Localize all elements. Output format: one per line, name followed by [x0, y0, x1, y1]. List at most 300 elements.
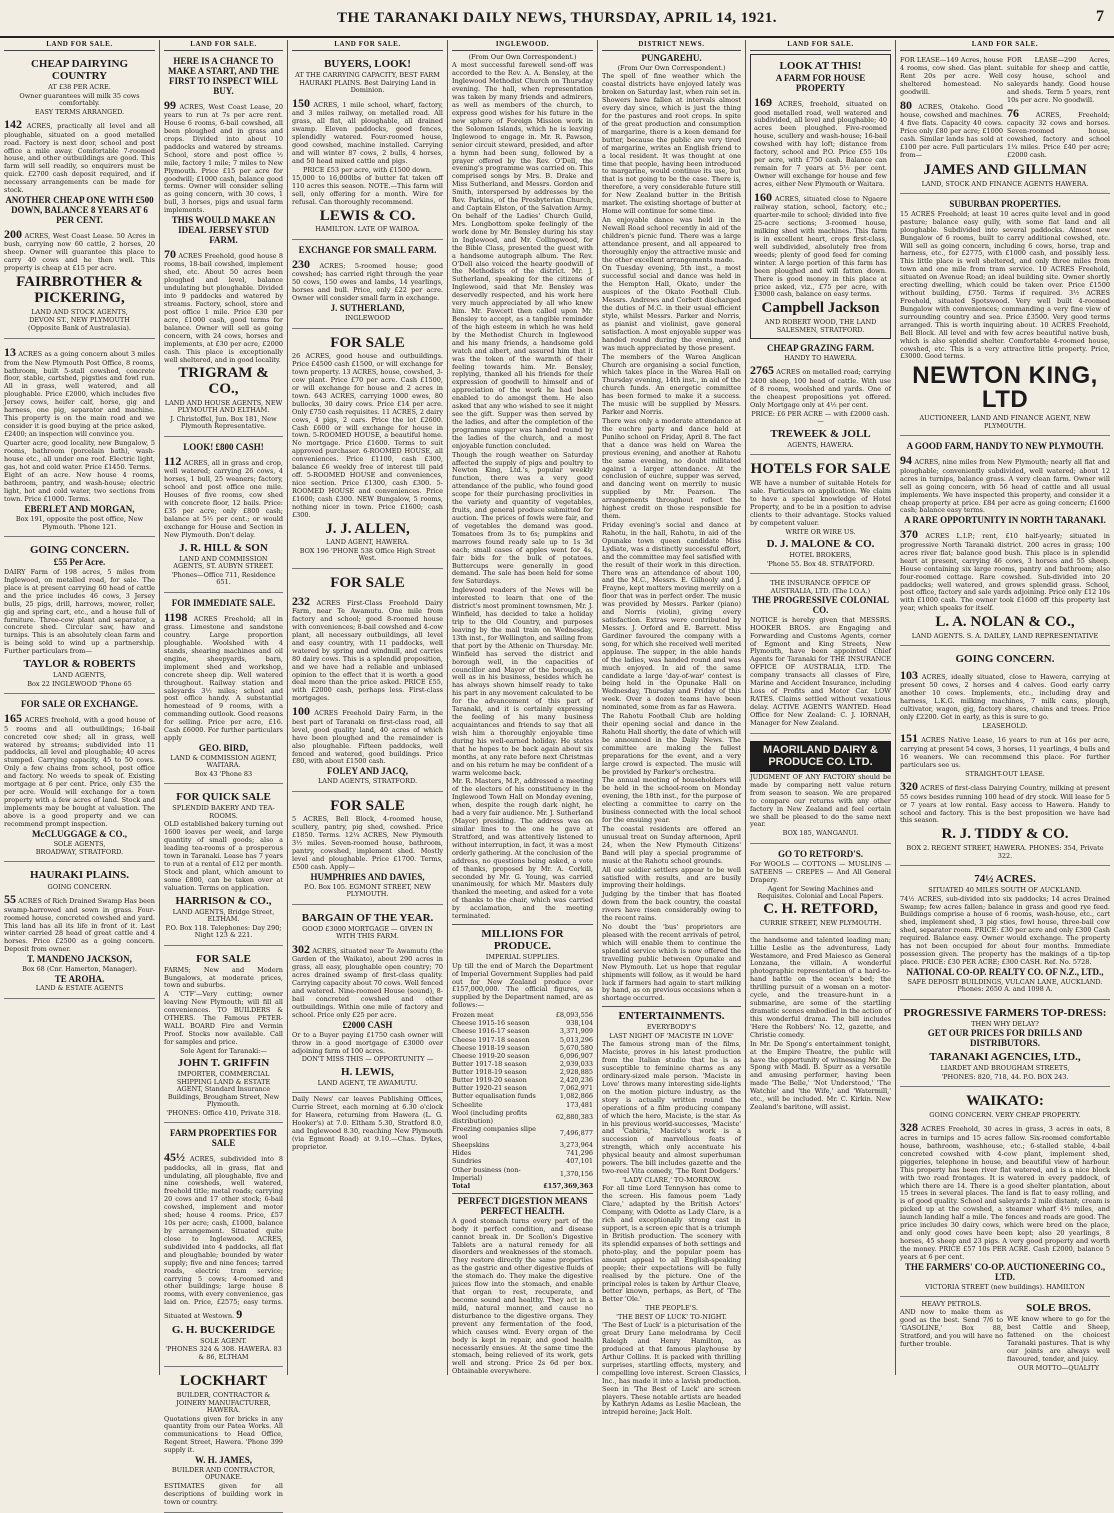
agent-name: TREWEEK & JOLL	[770, 427, 871, 440]
ad-note: Agent for Sewing Machines and Requisites. Colonial and Local Papers.	[757, 884, 884, 900]
ad-title: A GOOD FARM, HANDY TO NEW PLYMOUTH.	[906, 441, 1104, 452]
ad-body: 94 ACRES, nine miles from New Plymouth; nearly all flat and ploughable; conveniently subdivided, well watered; about 12 acres in turnips, balance grass. A very clean farm. Owner will sell as going concern, with 56 head of cattle and all usual implements. We have inspected this property, and consider it a cheap property at price. £84 per acre as going concern; £1600 cash; balance easy terms.	[900, 453, 1110, 515]
ad-title: FOR SALE	[330, 797, 405, 814]
produce-value: 2,928,885	[559, 1068, 593, 1077]
agent-addr: 'PHONES: 820, 718, 44. P.O. BOX 243.	[941, 1072, 1069, 1081]
agent-sub: LAND AGENT, TE AWAMUTU.	[317, 1079, 418, 1088]
ad-body: 169 ACRES, freehold, situated on good metalled road, well watered and subdivided, all level and ploughable; 40 acres been ploughed. Five-roomed house, scullery and wash-house; 16-bail cowshed with hay loft; distance from factory, school and P.O. Price £55 10s per acre, with £750 cash. Balance can remain for 7 years at 5½ per cent. Owner will exchange for house and few acres, either New Plymouth or Waitara.	[754, 94, 887, 188]
ad-look-at-this	[750, 54, 891, 339]
agent-addr: BROADWAY, STRATFORD.	[35, 848, 124, 857]
table-row	[452, 1044, 593, 1052]
table-row	[452, 1101, 593, 1109]
ad-body: 55 ACRES of Rich Drained Swamp Has been swamp-harrowed and sown in grass. Four-roomed house, concreted cowshed and yard. This land has all its life in front of it. Last winter carried 28 head of great cattle and 4 horses. Price £2500 as a going concern. Deposit from owner.	[4, 892, 155, 954]
agent-place: TE AROHA.	[54, 973, 105, 984]
ad-title: BUYERS, LOOK!	[324, 58, 411, 70]
ad-hauraki-plains	[4, 865, 155, 998]
ad-for-sale-allen	[292, 332, 443, 569]
agent-sub: AGENTS, HAWERA.	[787, 440, 854, 449]
agent-name: FOLEY AND JACQ,	[327, 766, 408, 777]
agent-sub: LAND AGENTS, Bridge Street, ELTHAM.	[172, 907, 275, 924]
ad-body: 13 ACRES as a going concern about 3 miles from the New Plymouth Post Office, 8 rooms, bathroom, built 5-stall cowshed, concrete floor, stable, cartshed, pigsties and fowl run. All in grass, well watered, and all ploughable. Price £2000, which includes five Jersey cows, heifer calf, horse, gig and harness, one pig, separator and machine. This property is on the main road and we consider it is good buying at the price asked, £2400; an inspection will convince you.	[4, 344, 155, 438]
column-header: LAND FOR SALE.	[164, 40, 283, 51]
news-paragraph: An enjoyable dance was held in the Newall Road school recently in aid of the children's picnic fund. There was a large attendance present, and all appeared to thoroughly enjoy the attractive music and the other excellent arrangements made.	[602, 215, 741, 264]
ad-text: GET OUR PRICES FOR DRILLS AND DISTRIBUTORS.	[927, 1028, 1083, 1049]
column-header: LAND FOR SALE.	[292, 40, 443, 51]
ad-price: AT £38 PER ACRE.	[48, 83, 111, 92]
ad-price: PRICE: £6 PER ACRE — with £2000 cash. —	[751, 409, 890, 426]
agent-sub: SOLE AGENTS,	[53, 839, 106, 848]
agent-name: FAIRBROTHER & PICKERING,	[16, 274, 143, 306]
agent-name: Campbell Jackson	[761, 300, 880, 317]
total-value: £157,369,363	[543, 1181, 593, 1190]
produce-value: 2,420,236	[559, 1076, 593, 1085]
ad-james-gillman	[900, 54, 1110, 194]
table-row	[452, 1011, 593, 1019]
ad-look-800-cash	[164, 440, 283, 593]
ad-body: 15,000 to 16,000lbs of butter fat taken off 110 acres this season. NOTE.—This farm will sell, only offering for a month. Wire for refusal. Can thoroughly recommend.	[292, 174, 443, 206]
column-header: LAND FOR SALE.	[900, 40, 1110, 51]
ad-exchange-small-farm	[292, 243, 443, 329]
produce-item: Cheese 1918-19 season	[452, 1043, 530, 1052]
ad-cash: £2000 CASH	[342, 1019, 393, 1030]
produce-item: Butter 1918-19 season	[452, 1068, 527, 1077]
bottom-ads	[900, 1300, 1110, 1373]
two-col-ads	[900, 56, 1110, 161]
agent-name: J. SUTHERLAND,	[330, 303, 405, 314]
article-subtitle: IMPERIAL SUPPLIES.	[485, 953, 560, 962]
agent-name: HUMPHRIES AND DAVIES,	[310, 871, 425, 882]
ad-title: FOR QUICK SALE	[176, 791, 271, 804]
divider	[452, 1193, 593, 1194]
ad-addr: BOX 185, WANGANUI.	[782, 829, 859, 838]
ad-title: GO TO RETFORD'S.	[778, 848, 863, 859]
agent-sub: LAND AGENTS,	[53, 671, 106, 680]
venue-name: THE PEOPLE'S.	[645, 1304, 698, 1313]
agent-addr: 'PHONES 324 & 308. HAWERA. 83 & 86, ELTHAM	[165, 1345, 282, 1361]
ad-waikato	[900, 1090, 1110, 1297]
agent-addr: J. Christoffel, Jun. Box 181, New Plymouth Representative.	[170, 414, 277, 431]
produce-value: 3,371,909	[559, 1027, 593, 1036]
ad-subhead: STRAIGHT-OUT LEASE.	[965, 769, 1045, 778]
ad-maoriland-dairy	[750, 737, 891, 844]
ad-for-sale-humphries	[292, 795, 443, 905]
newspaper-title: THE TARANAKI DAILY NEWS, THURSDAY, APRIL 14, 1921.	[337, 10, 777, 26]
section-title: ENTERTAINMENTS.	[618, 1010, 725, 1023]
ad-subhead: AT THE CARRYING CAPACITY, BEST FARM HAURAKI PLAINS. Best Dairying Land in Dominion.	[295, 71, 440, 95]
ad-for-sale-foley	[292, 572, 443, 792]
agent-sub: LAND & COMMISSION AGENT, WAITARA.	[170, 753, 277, 770]
news-paragraph: Though the rough weather on Saturday affected the supply of pigs and poultry to Newton King, Ltd.'s, popular weekly function, there was a very good attendance of the public, who found good scope for their purchasing proclivities in the variety and quantity of vegetables, fruits, and general produce submitted for auction. The prices of fowls were fair, and of vegetables the demand was good. Tomatoes from 3s to 6s; pumpkins and marrows found ready sale up to 1s 3d each; small cases of apples went for 4s, fair bids for the bulk of potatoes. Buttercups were generally in good demand. The sale has been held for some few Saturdays.	[452, 450, 593, 586]
article-subtitle: LAST NIGHT OF 'MACISTE IN LOVE'	[609, 1031, 734, 1040]
ad-body: For WOOLS — COTTONS — MUSLINS — SATEENS — CREPES — And All General Drapery.	[750, 859, 891, 884]
agent-name: G. H. BUCKERIDGE	[171, 1323, 276, 1336]
ad-body: FOR LEASE—149 Acres, house 4 rooms, cow shed. Gas plant. Rent 20s per acre. Well sheltered homestead. No goodwill.	[900, 56, 1003, 96]
column-1	[0, 40, 160, 1375]
ad-body: Or to a Buyer paying £1750 cash owner will throw in a good mortgage of £3000 over adjoining farm of 100 acres.	[292, 1030, 443, 1055]
ad-body: AND now to make them as good as the best. Send 7/6 to 'GASOLINE,' Box 88, Stratford, and you will have no further trouble.	[900, 1308, 1003, 1349]
agent-sub: LAND AGENTS. S. A. DAILEY, LAND REPRESENTATIVE	[911, 631, 1099, 640]
agent-sub: HAMILTON. LATE OF WAIROA.	[315, 225, 420, 234]
total-label: Total	[452, 1181, 471, 1190]
agent-name: TRIGRAM & CO.,	[178, 365, 269, 398]
produce-item: Hides	[452, 1149, 472, 1158]
ad-subhead: A FARM FOR HOUSE PROPERTY	[775, 73, 866, 93]
agent-name: SOLE BROS.	[1026, 1301, 1091, 1314]
produce-value: 1,370,156	[559, 1169, 593, 1178]
table-row	[452, 1060, 593, 1068]
agent-name: JOHN T. GRIFFIN	[177, 1057, 270, 1070]
agent-addr: Box 43 'Phone 83	[194, 769, 253, 778]
ad-body: 99 ACRES, West Coast Lease, 20 years to run at 7s per acre rent. House 6 rooms, 6-bail cowshed, all been ploughed and in grass and crops. Divided into about 10 paddocks and watered by streams. School, store and post office ½ mile, factory 1 mile; 7 miles to New Plymouth. Price £15 per acre for goodwill; £1000 cash, balance good terms. Owner will consider selling as going concern, with 30 cows, 1 bull, 3 horses, pigs and usual farm implements.	[164, 97, 283, 215]
ad-title: PERFECT DIGESTION MEANS PERFECT HEALTH.	[457, 1195, 588, 1216]
ad-body: A good stomach turns every part of the body it perfect condition, and disease cannot break in. Dr Scollon's Digestive Tablets are a natural remedy for all disorders and weaknesses of the stomach. They restore directly the same properties as the gastric and other digestive fluids of the stomach do. They make the digestive juices flow into the stomach, and enable that organ to rest, recuperate, and become sound and healthy. They act in a mild, natural manner, and cause no disturbance to the digestive organs. They prevent any fermentation of the food, which causes wind. Every organ of the body is kept in repair, and good health necessarily ensues. At the same time the stomach, being relieved of its work, gets well and strong. Price 2s 6d per box. Obtainable everywhere.	[452, 1216, 593, 1376]
article-subtitle: 'THE BEST OF LUCK' TO-NIGHT.	[616, 1312, 727, 1321]
ad-going-concern-55	[4, 540, 155, 694]
agent-sub: LAND AND COMMISSION AGENTS, ST. AUBYN STREET.	[173, 554, 274, 571]
ad-body: DAIRY Farm of 198 acres, 5 miles from Inglewood, on metalled road, for sale. The place is at present carrying 60 head of cattle and the price includes 46 cows, 3 Jersey bulls, 25 pigs, drill, harrows, mower, roller, gig and spring cart, etc., and a house full of furniture. Three-cow plant and separator, a concrete shed. Circular saw, haw and turnips. This is an absolutely clean farm and is being sold to wind up a partnership. Further particulars from—	[4, 567, 155, 656]
table-row	[452, 1084, 593, 1092]
agent-name: EBERLET AND MORGAN,	[24, 504, 135, 515]
produce-item: Butter 1919-20 season	[452, 1076, 527, 1085]
news-paragraph: The famous strong man of the films, Maciste, proves in his latest production from the Italian studio that he is as susceptible to feminine charms as any ordinary-sized male person. 'Maciste in Love' throws many interesting side-lights on the motion picture industry, as the story is actually written round the operations of a film producing company of which the hero, Maciste, is the star. As in his previous world-successes, 'Maciste' and 'Cabiria,' Maciste's work is a succession of marvellous feats of strength, which only accentuate his physical beauty and almost superhuman powers. The bill includes gazette and the two-reel Vita comedy, 'The Rent Dodgers.'	[602, 1040, 741, 1176]
news-paragraph: No doubt the 'bus' proprietors are pleased with the recent arrivals of petrol, which will enable them to continue the splendid service which is now offered the travelling public between Opunake and New Plymouth. Let us hope that regular shipments will follow, as it would be hard luck if farmers had again to start milking by hand, as on previous occasions when a shortage occurred.	[602, 923, 741, 1003]
ad-subhead: LOOK! £800 CASH!	[183, 441, 264, 452]
produce-value: 407,101	[566, 1157, 593, 1166]
ad-body: 230 ACRES; 5-roomed house; good cowshed; has carried right through the year 50 cows, 150 ewes and lambs, 14 yearlings, horses and bull. Price, only £22 per acre. Owner will consider small farm in exchange.	[292, 256, 443, 303]
agent-sub: P.O. Box 105. EGMONT STREET, NEW PLYMOUTH.	[304, 882, 431, 899]
agent-sub: IMPORTER, COMMERCIAL SHIPPING LAND & ESTATE AGENT, Standard Insurance Buildings, Brougham Street, New Plymouth.	[167, 1070, 280, 1109]
news-paragraph: There was only a moderate attendance at the euchre party and dance held at Puniho school on Friday, April 8. The fact that a dance was held on Warea the previous evening, and another at Rahotu the same evening, no doubt militated against a larger attendance. At the conclusion of euchre, supper was served, and dancing went on merrily to music supplied by Mr. Pearson. The arrangements throughout reflect the highest credit on those responsible for them.	[602, 417, 741, 521]
produce-item: Wool (including profits distribution)	[452, 1108, 528, 1125]
news-paragraph: The spell of fine weather which the coastal districts have enjoyed lately was broken on Saturday last, when rain set in. Showers have fallen at intervals almost every day since, which is just the thing for the pastures and root crops. In spite of the great production and consumption of margarine, there is a keen demand for butter, because the public are very tired of margarine, writes an English friend to a local resident. It was thought at one time that people, having been introduced to margarine, would continue its use, but that is not going to be the case. There is, therefore, a very considerable future still for New Zealand butter in the British market. The existing shortage of butter at Home will continue for some time.	[602, 72, 741, 216]
article-subtitle: 'LADY CLARE,' TO-MORROW.	[622, 1176, 721, 1184]
ad-newton-king	[900, 197, 1110, 436]
ad-title: 74½ ACRES.	[974, 873, 1036, 886]
ad-motto: OUR MOTTO—QUALITY	[1017, 1363, 1100, 1372]
ad-body: 26 ACRES, good house and outbuildings. Price £4500 cash £1500, or will exchange for town property. 13 ACRES, house, cowshed, 3-cow plant. Price £70 per acre. Cash £1500, or will exchange for house and 2 acres in town. 643 ACRES, carrying 1000 ewes, 80 bullocks, 30 dairy cows. Price £14 per acre. Only £750 cash requisites. 11 ACRES, 2 dairy cows, 4 pigs, 2 cars. Price the lot £2600. Cash £600 or will exchange for house in town. 5-ROOMED HOUSE, a beautiful home. No mortgage. Price £1600. Terms to suit approved purchaser. 6-ROOMED HOUSE, all conveniences. Price £1100, cash £300, balance £6 weekly free of interest till paid off. 5-ROOMED HOUSE and conveniences, nice section. Price £1300, cash £300. 5-ROOMED HOUSE and conveniences. Price £1600; cash £300. NEW Bungalow, 5 rooms, nothing nicer in town. Price £1600; cash £300.	[292, 352, 443, 519]
news-paragraph: the handsome and talented leading man; Lillie Leslie as the adventuress, Lady Westamore, and Fred Maiesco as General Lonzana, the villain. A wonderful photographic representation of a hard-to-hand battle on the ocean's bed; the thrilling pursuit of a woman on a motor-cycle, and the treasure-hunt in a submarine, are some of the startling dramatic scenes embodied in the action of this wonderful drama. The bill includes 'Here the Robbers' No. 12, gazette, and Christie comedy.	[750, 935, 891, 1039]
ad-body: A 'CTF'—Very cutting; owner leaving New Plymouth; will fill all conveniences. TO BUILDERS & OTHERS. The Famous PETER-WALL BOARD Fire and Vermin Proof. Stocks now available. Call for samples and price.	[164, 990, 283, 1046]
agent-name: McCLUGGAGE & CO.,	[32, 828, 127, 839]
table-row	[452, 1141, 593, 1149]
ad-body: 151 ACRES Native Lease, 16 years to run at 16s per acre, carrying at present 54 cows, 3 horses, 11 yearlings, 4 bulls and 16 weaners. We can recommend this place. For further particulars see us.	[900, 731, 1110, 769]
ad-body: NOTICE is hereby given that MESSRS. HOOKER BROS. are Engaging and Forwarding and Customs Agents, corner of Egmont and King Streets, New Plymouth, have been appointed Chief Agents for Taranaki for THE INSURANCE OFFICE OF AUSTRALIA, LTD. The company transacts all classes of Fire, Marine and Accident Insurance, including Loss of Profits and Motor Car. LOW RATES. Claims settled without vexatious delay. ACTIVE AGENTS WANTED. Head Office for New Zealand: C. J. IORNAH, Manager for New Zealand.	[750, 615, 891, 727]
ad-body: 142 ACRES, practically all level and all ploughable, situated on a good metalled road. Factory is next door, school and post office a mile away. Comfortable 7-roomed house, and other outbuildings are good. This farm will sell readily, so enquirers must be quick. £2700 cash deposit required, and if necessary arrangements can be made for stock.	[4, 117, 155, 195]
column-header: INGLEWOOD.	[452, 40, 593, 51]
ad-note: WRITE OR WIRE US.	[785, 527, 856, 536]
ad-text: Owner guarantees will milk 35 cows comfortably.	[19, 91, 140, 108]
produce-value: 938,104	[566, 1019, 593, 1028]
ad-good-farm	[900, 439, 1110, 646]
agent-name: TAYLOR & ROBERTS	[23, 658, 136, 671]
ad-body: FARMS; New and Modern Bungalows, at moderate prices, town and suburbs.	[164, 965, 283, 990]
ad-title: LOCKHART	[180, 1373, 267, 1390]
ad-progressive-farmers	[900, 1003, 1110, 1087]
table-row	[452, 1036, 593, 1044]
ad-note: DON'T MISS THIS — OPPORTUNITY —	[301, 1055, 434, 1064]
column-6	[746, 40, 896, 1375]
agent-sub: LAND AGENT, HAWERA.	[326, 538, 409, 547]
correspondent-note: (From Our Own Correspondent.)	[617, 63, 726, 72]
ad-title: WAIKATO:	[966, 1093, 1044, 1110]
agent-name: JAMES AND GILLMAN	[923, 161, 1087, 178]
notice-daily-news-car: Daily News' car leaves Publishing Offices, Currie Street, each morning at 6.30 o'clock for Hawera, returning from Hawera (L. G. Hooker's) at 7.0. Eltham 5.30, Stratford 8.0, and Inglewood 8.30, reaching New Plymouth (via Egmont Road) at 9.10.—Chas. Dykes, proprietor.	[292, 1095, 443, 1152]
ad-body: 100 ACRES Freehold Dairy Farm, in the best part of Taranaki on first-class road, all level, good quality land, 40 acres of which have been ploughed and the remainder is also ploughable. Fifteen paddocks, well fenced and watered, good buildings. Price £80, with about £1500 cash.	[292, 704, 443, 766]
agent-name: NEWTON KING, LTD	[912, 362, 1098, 414]
produce-value: 741,296	[566, 1149, 593, 1158]
agent-sub: LAND AND HOUSE AGENTS, NEW PLYMOUTH AND ELTHAM.	[164, 398, 283, 415]
ad-body: 45½ ACRES, subdivided into 8 paddocks, all in grass, flat and undulating, all ploughable, five and nine cowsheds, well watered, freehold title; metal roads; carrying 20 cows and 17 other stock; 6-bail cowshed, implement and motor shed; house 4 rooms. Price, £57 10s per acre; cash, £1000, balance by arrangement. Situated quite close to Inglewood. ACRES, subdivided into 4 paddocks, all flat and ploughable; bounded by water supply; five and nine fences; tarred roads, electric tram service; carrying 5 cows; 4-roomed and other buildings; large house 8 rooms, with every convenience, gas laid on. Price, £2575; easy terms. Situated at Westown. 9	[164, 1150, 283, 1322]
divider	[452, 924, 593, 925]
ad-title: HOTELS FOR SALE	[750, 461, 891, 478]
produce-item: Butter equalisation funds	[452, 1092, 536, 1101]
agent-sub: LAND AND STOCK AGENTS,	[31, 307, 128, 316]
table-row	[452, 1109, 593, 1125]
agent-addr: BOX 196 'PHONE 538 Office High Street West.	[299, 546, 436, 563]
table-row	[452, 1076, 593, 1084]
ad-subhead: THIS WOULD MAKE AN IDEAL JERSEY STUD FARM.	[171, 215, 276, 245]
column-header: LAND FOR SALE.	[4, 40, 155, 51]
ad-body: 302 ACRES, situated near Te Awamutu (the Garden of the Waikato), about 290 acres in grass, all easy, ploughable open country; 70 acres drained swamp of first-class quality. Carrying capacity about 70 cows. Well fenced and watered. Nine-roomed House (sound), 8-bail concreted cowshed and other outbuildings. Within one mile of factory and school. Price only £25 per acre.	[292, 941, 443, 1019]
column-header: DISTRICT NEWS.	[602, 40, 741, 51]
ad-body: 328 ACRES Freehold, 30 acres in grass, 3 acres in oats, 8 acres in turnips and 15 acres fallow. Six-roomed comfortable house, bathroom, washhouse, etc.; 6-stalled stable, 4-bail concreted cowshed with 4-cow plant, implement shed, piggeries, telephone in house, and beautiful view of harbour. This property has been river flat watered, and is a nice block with two road frontages. It is watered in every paddock, of which there are 14. There is a good shelter plantation, about 15 trees in several places. The land is flat to easy rolling, and is of good quality. School and saleyards 2 mile distant; cream is picked up at the cowshed, a steamer wharf 4½ miles, and launch landing half a mile. The fences and roads are good. The price includes 30 dairy cows, which were bred on the place, and only good cows have been kept; also 20 yearlings, 8 horses, 45 sheep and 23 pigs. A very good property and worth the money. PRICE £57 10s PER ACRE. Cash £2000, balance 5 years at 6 per cent.	[900, 1120, 1110, 1261]
agent-addr: Box 191, opposite the post office, New Plymouth. 'Phone 121.	[15, 515, 144, 531]
agent-name: H. LEWIS,	[341, 1065, 394, 1078]
agent-sub: AND ROBERT WOOD, THE LAND SALESMEN, STRATFORD.	[764, 318, 877, 334]
produce-item: Freezing companies slipe wool	[452, 1124, 536, 1142]
ad-going-concern-3-miles	[4, 342, 155, 537]
maoriland-logo: MAORILAND DAIRY & PRODUCE CO. LTD.	[750, 741, 891, 772]
ad-subhead: THEN WHY DELAY?	[971, 1019, 1039, 1028]
ad-title: HAURAKI PLAINS.	[29, 869, 129, 882]
agent-name: TARANAKI AGENCIES, LTD.,	[929, 1051, 1081, 1064]
ad-terms: EASY TERMS ARRANGED.	[34, 107, 125, 116]
ad-title: FOR SALE	[196, 952, 251, 965]
agent-name: R. J. TIDDY & CO.	[941, 826, 1069, 843]
produce-value: 1,082,866	[559, 1092, 593, 1101]
ad-title: A RARE OPPORTUNITY IN NORTH TARANAKI.	[904, 515, 1106, 526]
ad-subhead: SPLENDID BAKERY AND TEA-ROOMS.	[172, 804, 275, 820]
agent-name: HARRISON & CO.,	[175, 894, 272, 907]
ad-body: 200 ACRES, West Coast Lease. 50 Acres in bush, carrying now 60 cattle, 2 horses, 20 sheep. Owner will guarantee this place to carry 40 cows and he then well. This property is cheap at £15 per acre.	[4, 226, 155, 273]
agent-addr: 'PHONES: Office 410, Private 318.	[166, 1108, 281, 1117]
produce-item: Butter 1920-21 season	[452, 1084, 527, 1093]
news-paragraph: In Mr. De Spong's entertainment tonight, at the Empire Theatre, the public will have the opportunity of witnessing Mr. De Spong with Madl. B. Spurr as a versatile and amusing performer, having been made 'The Belle,' 'Not Understood,' 'The Watchie' and 'the Wife,' and 'Watermill,' etc., will be included. Mr. C. Kirkin. New Zealand's baritone, will assist.	[750, 1039, 891, 1112]
table-row	[452, 1166, 593, 1182]
ad-body: WE know where to go for the best Cattle and Sheep, fattened on the choicest Taranaki pastures. That is why our joints are always well flavoured, tender, and juicy.	[1007, 1315, 1110, 1363]
ad-cheap-dairying	[4, 54, 155, 339]
ad-subhead: LEASEHOLD.	[982, 721, 1028, 730]
ad-body: 70 ACRES Freehold, good house 8 rooms, 18-bail cowshed, implement shed, etc. About 50 acres been ploughed and level, balance undulating but ploughable. Divided into 9 paddocks and watered by streams. Factory, school, store and post office 1 mile. Price £30 per acre, £1000 cash, good terms for balance. Owner will sell as going concern, with 24 cows, horses and implements, at £30 per acre, £2000 cash. This place is exceptionally well sheltered, and in good locality.	[164, 246, 283, 364]
ad-body: 165 ACRES freehold, with a good house of 5 rooms and all outbuildings; 16-bail concreted cow shed; all in grass, well watered by streams; subdivided into 11 paddocks, all level and ploughable; 40 acres stumped. Carrying capacity, 45 to 50 cows. Only a few chains from school, post office and factory. No weeds to speak of. Existing mortgage at 6 per cent. Price, only £35 the per acre. Would will exchange for a town property with a few acres of land. Stock and implements may be bought at valuation. The above is a good property and we can recommend prompt inspection.	[4, 711, 155, 828]
column-7	[896, 40, 1114, 1375]
column-4	[448, 40, 598, 1375]
ad-body: OLD established bakery turning out 1600 loaves per week, and large quantity of small goods; also a leading tea-rooms of a prosperous town in Taranaki. Lease has 7 years to run at a rental of £12 per month. Stock and plant, which amount to some £800, can be taken over at valuation. Terms on application.	[164, 820, 283, 892]
ad-body: ESTIMATES given for all descriptions of building work in town or country.	[164, 1481, 283, 1506]
produce-value: 7,062,971	[559, 1084, 593, 1093]
ad-farm-properties	[164, 1126, 283, 1367]
produce-value: 5,013,296	[559, 1035, 593, 1044]
table-row	[452, 1052, 593, 1060]
agent-addr: DEVON ST., NEW PLYMOUTH	[29, 316, 130, 325]
produce-item: Cheese 1919-20 season	[452, 1051, 530, 1060]
news-paragraph: The annual meeting of householders will be held in the school-room on Monday evening, the 18th inst., for the purpose of electing a committee to carry on the business connected with the local school for the ensuing year.	[602, 776, 741, 825]
ad-title: GOING CONCERN.	[955, 653, 1055, 666]
agent-sub: AUCTIONEER, LAND AND FINANCE AGENT, NEW PLYMOUTH.	[919, 414, 1091, 430]
agent-name: D. J. MALONE & CO.	[766, 538, 875, 551]
news-paragraph: Up till the end of March the Department of Imperial Government Supplies had paid out for New Zealand produce over £157,000,000. The official figures, as supplied by the Department named, are as follows:—	[452, 961, 593, 1010]
ad-body: 112 ACRES, all in grass and crop, well watered; carrying 26 cows, 4 horses, 1 bull, 25 weaners; factory, school and post office one mile. Houses of five rooms, cow shed with concrete floor, 12 bails. Price: £35 per acre; only £800 cash; balance at 5½ per cent.; or would exchange for House and Section in New Plymouth. Don't delay.	[164, 453, 283, 539]
ad-body: 76 ACRES, Freehold; capacity 32 cows and horses. Seven-roomed house, cowshed, factory and school 1¼ miles. Price £40 per acre; £2000 cash.	[1007, 105, 1110, 159]
produce-item: Other business (non-Imperial)	[452, 1165, 521, 1182]
ad-subhead: GOING CONCERN.	[47, 882, 112, 891]
produce-item: Sheepskins	[452, 1141, 490, 1150]
table-total-row	[452, 1182, 593, 1190]
ad-title: BARGAIN OF THE YEAR.	[301, 911, 434, 924]
produce-item: Cheese 1915-16 season	[452, 1019, 530, 1028]
agent-name: THE FARMERS' CO-OP. AUCTIONEERING CO., LTD.	[904, 1261, 1106, 1282]
ad-title: LOOK AT THIS!	[779, 60, 862, 72]
divider	[602, 1006, 741, 1007]
column-header: LAND FOR SALE.	[750, 40, 891, 51]
news-paragraph: For all time Lord Tennyson has come to the screen. His famous poem 'Lady Clare,' adapted by the British Actors' Company, with Odette as Lady Clare, is a rich and exceptionally strong cast in support, is a screen epic that is a triumph in British production. The scenery with its splendid expanses of both settings and photo-play, and the popular poem has amount appeal to all English-speaking people; their expectations will be fully realised by the picture. One of the principal roles is taken by Arthur Cleave, better known, perhaps, as Bert, of 'The Better 'Ole.'	[602, 1184, 741, 1304]
table-row	[452, 1125, 593, 1141]
produce-value: 173,481	[566, 1100, 593, 1109]
ad-body: 103 ACRES, ideally situated, close to Hawera, carrying at present 50 cows, 2 horses and 4 calves. Good early carry another 10 cows. Implements, etc., including dray and harness, L.K.G. milking machines, 7 milk cans, plough, cultivator, wagon, gig, factory shares, chains and trees. Price only £2200. Get in early, as this is sure to go.	[900, 667, 1110, 721]
ad-immediate-sale	[164, 596, 283, 785]
ad-body: Eight of an acre. New house 4 rooms, bathroom, pantry, and wash-house; electric light, hot and cold water, two sections from town. Price £1000. Terms.	[4, 471, 155, 504]
ad-subhead: FARM PROPERTIES FOR SALE	[169, 1128, 277, 1149]
article-title: MILLIONS FOR PRODUCE.	[481, 928, 564, 953]
agent-sub: INGLEWOOD	[344, 314, 391, 323]
agent-name: T. MANDENO JACKSON,	[27, 954, 132, 965]
agent-sub: BUILDER AND CONTRACTOR, OPUNAKE.	[171, 1466, 276, 1482]
ad-lockhart	[164, 1370, 283, 1512]
ad-subhead: BUILDER, CONTRACTOR & JOINERY MANUFACTURER, HAWERA.	[176, 1391, 271, 1415]
column-2	[160, 40, 288, 1506]
news-paragraph: The Rahotu Football Club are holding their opening social and dance in the Rahotu Hall shortly, the date of which will be announced in the Daily News. The committee are making the fullest preparations for the event, and a very large crowd is expected. The music will be provided by Parker's orchestra.	[602, 712, 742, 776]
news-paragraph: The members of the Warea Anglican Church are organising a social function, which takes place in the Warea Hall on Thursday evening, 14th inst., in aid of the church funds. An energetic committee has been formed to make it a success. The music will be supplied by Messrs. Parker and Norris.	[602, 352, 741, 417]
ad-title: THE PROGRESSIVE COLONIAL CO.	[751, 594, 890, 615]
ad-body: 160 ACRES, situated close to Ngaere railway station, school, factory, etc.; quarter-mile to school; divided into five 25-acre sections; 3-roomed house, milking shed with machines. This farm is in excellent heart, crops first-class, well subdivided, absolutely free from weeds; plenty of good feed for coming winter. A large portion of this farm has been ploughed and will fatten down. There is good money in this place at price asked, viz., £75 per acre, with £3000 cash, balance on easy terms.	[754, 189, 887, 299]
ad-body: 2765 ACRES on metalled road; carrying 2400 sheep, 100 head of cattle. With use of 8 rooms, woolshed and yards. One of the cheapest propositions yet offered. Only Mortgage only at 4½ per cent.	[750, 363, 891, 409]
ad-body: 370 ACRES L.I.P.; rent, £10 half-yearly; situated in progressive North Taranaki district. 200 acres in grass; 100 acres river flat; balance good bush. This place is in splendid heart at present, carrying 46 cows, 3 horses and 55 sheep. House containing six large rooms, pantry and bathroom; also four-roomed cottage. Rare cowshed. Sub-divided into 20 paddocks; well watered, and grows splendid grass. School, post office, factory and sale yards adjoining. Price only £12 10s with £1000 cash. The owner took £1600 off this property last year, which speaks for itself.	[900, 527, 1110, 613]
agent-name: J. R. HILL & SON	[179, 541, 268, 554]
agent-note: (Opposite Bank of Australasia).	[28, 324, 131, 333]
produce-item: Scheelite	[452, 1100, 483, 1109]
ad-note: Sole Agent for Taranaki:—	[180, 1046, 267, 1055]
ad-quick-sale-bakery	[164, 787, 283, 945]
ad-body: 150 ACRES, 1 mile school, wharf, factory, and 3 miles railway, on metalled road. All grass, all flat, all ploughable, all drained swamp. Eleven paddocks, good fences, splendidly watered. Four-roomed house, good cowshed, machine installed. Carrying and will winter 87 cows, 2 bulls, 4 horses, and 50 head mixed cattle and pigs.	[292, 95, 443, 165]
ad-subhead: HERE IS A CHANCE TO MAKE A START, AND THE FIRST TO INSPECT WILL BUY.	[168, 56, 279, 96]
news-paragraph: Mr. R. Masters, M.P., addressed a meeting of the electors of his constituency in the Inglewood Town Hall on Monday evening, when, despite the rough dark night, he had a very fair audience. Mr. J. Sutherland (Mayor) presiding. The address was on similar lines to the one he gave at Stratford, and was attentively listened to without interruption, in fact, it was a most orderly gathering. At the conclusion of the address, no questions being asked, a vote of thanks, proposed by Mr. A. Corkill, seconded by Mr. G. Young, was carried unanimously, for which Mr. Masters duly thanked the meeting, and asked for a vote of thanks to the chair, which was carried by acclamation, and the meeting terminated.	[452, 777, 593, 921]
ad-title: CHEAP GRAZING FARM.	[766, 343, 875, 354]
ad-subhead: FOR IMMEDIATE SALE.	[171, 597, 276, 608]
ad-title: FOR SALE	[330, 574, 405, 591]
agent-addr: P.O. Box 118. Telephones: Day 290; Night 123 & 221.	[165, 923, 282, 940]
agent-sub: HOTEL BROKERS,	[789, 551, 852, 560]
table-row	[452, 1149, 593, 1157]
produce-item: Cheese 1916-17 season	[452, 1027, 530, 1036]
ad-body: 1198 ACRES Freehold; all in grass. Limestone and sandstone country. Large proportion ploughable. Woolshed with 4 stands, shearing machines and oil engine, sheepyards, barn, implement shed and workshop, concrete sheep dip. Well watered throughout. Railway station and saleyards 3½ miles; school and post office handy. A substantial homestead of 9 rooms, with a commanding outlook. Good reasons for selling. Price per acre, £16. Cash £6000. For further particulars apply	[164, 609, 283, 743]
ad-insurance-office	[750, 577, 891, 734]
page-number: 7	[1096, 8, 1104, 25]
agent-addr: CURRIE STREET, NEW PLYMOUTH.	[759, 919, 882, 928]
ad-subhead: FOR SALE OR EXCHANGE.	[20, 699, 138, 710]
agent-sub: LAND AGENTS, STRATFORD.	[317, 777, 418, 786]
ad-hotels	[750, 458, 891, 574]
produce-value: 6,096,907	[559, 1051, 593, 1060]
ad-price: PRICE £53 per acre, with £1500 down.	[302, 165, 433, 174]
agent-sub: SOLE AGENT.	[200, 1336, 247, 1345]
agent-name: W. H. JAMES,	[195, 1455, 252, 1466]
table-row	[452, 1157, 593, 1165]
produce-value: 3,273,964	[559, 1141, 593, 1150]
ad-title: GOING CONCERN.	[29, 544, 129, 556]
ad-subhead: SITUATED 40 MILES SOUTH OF AUCKLAND.	[928, 886, 1082, 895]
produce-item: Frozen meat	[452, 1011, 494, 1020]
agent-addr: 'Phone 55. Box 48. STRATFORD.	[766, 559, 875, 568]
produce-value: £8,093,556	[555, 1011, 593, 1020]
produce-value: 2,939,033	[559, 1059, 593, 1068]
ad-going-concern-tiddy	[900, 649, 1110, 866]
news-paragraph: Judging by the timber that has floated down from the back country, the coastal rivers have risen considerably owing to the recent rains.	[602, 890, 741, 923]
produce-item: Sundries	[452, 1157, 482, 1166]
ad-body: JUDGMENT OF ANY FACTORY should be made by comparing nett value return from season to season. We are prepared to compare our returns with any other factory in New Zealand and feel certain we shall be pleased to do the same next year.	[750, 772, 891, 829]
ad-body: 15 ACRES Freehold; at least 10 acres quite level and in good pasture; balance easy gully, with some flat land and all ploughable. Subdivided into several paddocks. Almost new Bungalow of 6 rooms, built to carry additional cowshed, etc. Will sell as going concern, including 6 cows, horse, trap and harness, etc., for £2775, with £1000 cash, and possibly less. This little place is well sheltered, and only three miles from town and one mile from tram service. 10 ACRES Freehold, situated on Avenue Road; an ideal building site. Owner shortly erecting dwelling, which could be taken over. Price £1500 without building, £750. Terms if required. 3½ ACRES Freehold, situated Spotswood. Very well built 4-roomed Bungalow with conveniences; commanding a very fine view of surrounding country and sea. Price £3500. Very good terms arranged. This is worth inquiring about. 10 ACRES Freehold, Bell Block. All level and with few acres beautiful native bush, which is also splendid shelter. Comfortable 4-roomed house, cowshed, etc. This is a very attractive little property. Price, £3000. Good terms.	[900, 209, 1110, 361]
agent-sub: LIARDET AND BROUGHAM STREETS,	[940, 1064, 1070, 1073]
column-5	[598, 40, 746, 1417]
news-paragraph: Inglewood readers of the News will be interested to learn that one of the district's most prominent townsmen, Mr. J. Winfield, has decided to take a holiday trip to the Old Country, and purposes leaving by the mail train on Wednesday, 13th inst., for Wellington, and sailing from that port by the Athenic on Thursday. Mr. Winfield has served the district and borough well, in the capacities of councillor and Mayor of the borough, as well as in his business, besides which he has always shown himself ready to take his part in any movement calculated to be for the advancement of this part of Taranaki, and it is certainly expressing the feeling of his many business acquaintances and friends to say that all wish him a thoroughly enjoyable time during his well-earned holiday. He states that he hopes to be back again about six months, at any rate before next Christmas and on his return he may be confident of a warm welcome back.	[452, 586, 593, 777]
agent-sub: SAFE DEPOSIT BUILDINGS, VULCAN LANE, AUCKLAND. Phones: 2650 A. and 1098 A.	[907, 977, 1103, 994]
news-paragraph: The coastal residents are offered an unusual treat on Sunday afternoon, April 24, when the New Plymouth Citizens' Band will play a special programme of music at the Rahotu school grounds.	[602, 825, 741, 865]
ad-title: SUBURBAN PROPERTIES.	[949, 198, 1061, 209]
news-paragraph: All our soldier settlers appear to be well satisfied with results, and are busily improving their holdings.	[602, 865, 741, 890]
ad-body: Quotations given for bricks in any quantity from our Patea Works. All communications to Head Office, Regent Street, Hawera. 'Phone 399 supply it.	[164, 1414, 283, 1455]
place-heading: PUNGAREHU.	[641, 53, 702, 63]
ad-body: 80 ACRES, Otakeho. Good house, cowshed and machines. 4 five flats. Capacity 40 cows. Price only £80 per acre; £1000 cash. Similar lands has sold at £100 per acre. Full particulars from—	[900, 97, 1003, 159]
news-paragraph: On Tuesday evening, 5th inst., a most successful social and dance was held in the Hempton Hall, Okato, under the auspices of the Okato Football Club. Messrs. Andrews and Corbett discharged the duties of M.C. in their usual efficient style, whilst Messrs. Parker and Norris, as pianist and violinist, gave general satisfaction. A most enjoyable supper was handed round during the evening, and was much appreciated by those present.	[602, 264, 741, 352]
agent-sub: LAND, STOCK AND FINANCE AGENTS HAWERA.	[921, 179, 1089, 188]
agent-name: L. A. NOLAN & CO.,	[935, 614, 1075, 631]
produce-value: 5,670,580	[559, 1043, 593, 1052]
agent-addr: Box 22 INGLEWOOD 'Phone 65	[27, 679, 132, 688]
agent-name: NATIONAL CO-OP. REALTY CO. OF N.Z., LTD.,	[906, 966, 1104, 977]
ad-body: 74½ ACRES, sub-divided into six paddocks; 14 acres Drained Swamp; few acres fallen; balance in grass and good rye feed. Buildings comprise a house of 6 rooms, wash-house, etc., cart shed, implement shed, 3 pig sties, fowl house, three-bail cow shed, separator room. PRICE: £30 per acre and only £300 Cash required. Balance easy. Owner would exchange. The property has not been occupied for about four months. Immediate possession given. The property has the makings of a tip-top place. PRICE: £30 PER ACRE; £300 CASH. Ref. No. 5728.	[900, 894, 1110, 966]
ad-body: 232 ACRES First-Class Freehold Dairy Farm, near Te Awamutu. One mile from factory and school; good 8-roomed house with conveniences; 8-bail cowshed and 4-cow plant, all necessary outbuildings, all level and easy country, with 11 paddocks, well watered by spring and windmill, and carries 80 dairy cows. This is a splendid proposition, and we have had a reliable and unbiased opinion to the effect that it is worth a good deal more than the price asked. PRICE £55, with £2000 cash, perhaps less. First-class mortgages.	[292, 593, 443, 703]
ad-title: PROGRESSIVE FARMERS TOP-DRESS:	[903, 1006, 1107, 1019]
produce-value: 7,496,877	[559, 1129, 593, 1138]
ad-bargain-of-year	[292, 908, 443, 1094]
ad-74-acres	[900, 869, 1110, 1000]
agent-sub: LAND & ESTATE AGENTS	[35, 984, 124, 993]
agent-name: LEWIS & CO.	[319, 207, 416, 224]
ad-body: WE have a number of suitable Hotels for sale. Particulars on application. We claim to have a special knowledge of Hotel Property, and to be in a position to advise clients to their advantage. Stocks valued by competent valuer.	[750, 479, 891, 527]
ad-body: Quarter acre, good locality, new Bungalow, 5 rooms, bathroom (porcelain bath), wash-house etc., all under one roof. Electric light, gas, hot and cold water. Price £1450. Terms.	[4, 438, 155, 471]
ad-title: HEAVY PETROLS.	[921, 1299, 982, 1308]
agent-sub: VICTORIA STREET (new buildings). HAMILTON	[925, 1282, 1085, 1291]
news-paragraph: Friday evening's social and dance at Rahotu, in the hall, Rahotu, in aid of the Opunake town queen candidate Miss Lydiate, was a distinctly successful effort, and the committee may feel satisfied with the result of their work in this direction. There was an attendance of about 100, and the M.C., Messrs. E. Gilhooly and J. Frayne, kept matters moving merrily on a floor that was in perfect order. The music was provided by Messrs. Parker (piano) and Norris (violin), giving every satisfaction. Extras were contributed by Messrs. J. Orford and E. Barrett. Miss Gardiner favoured the company with a song, for which she received well merited applause. The supper, in the able hands of the ladies, was handed round and was much enjoyed. In aid of the same candidate a large 'day-of-war' contest is being held in the Opunake Hall on Wednesday, Thursday and Friday of this week. Over a dozen teams have been nominated, some from as far as Hawera.	[602, 520, 741, 712]
agent-addr: 'Phones—Office 711, Residence 651.	[171, 570, 276, 587]
ad-subhead: HANDY TO HAWERA.	[784, 353, 857, 362]
agent-sub: BOX 2. REGENT STREET, HAWERA. PHONES: 354, Private 322.	[906, 844, 1104, 860]
table-row	[452, 1092, 593, 1100]
ad-subhead: GOING CONCERN. VERY CHEAP PROPERTY.	[929, 1110, 1081, 1119]
ad-cheap-grazing	[750, 341, 891, 455]
ad-price: £55 Per Acre.	[53, 557, 106, 568]
news-paragraph: A most successful farewell send-off was accorded to the Rev. A. A. Bensley, at the Inglewood Methodist Church on Thursday evening. The hall, when representation was taken by many friends and admirers, as well as members of the church, to express good wishes for his future in the new sphere of Foreign Mission work in the Solomon Islands, which he is leaving Inglewood to engage in. Mr. R. Pawson, senior circuit steward, presided, and after a hymn had been sung, followed by a prayer offered by the Rev. O'Dell, the evening's programme was carried on. This comprised songs by Mrs. B. Drake and Miss Sutherland, and Messrs. Gordon and Smith, interspersed by addresses by the Rev. Parkins, of the Presbyterian Church, and Captain Elston, of the Salvation Army. On behalf of the Ladies' Church Guild, Mrs. Longbottom spoke feelingly of the work done by Mr. Bensley during his stay in Inglewood, and Mr. Collingwood, for the Bible Class, presented the guest with a handsome autograph album. The Rev. O'Dell also voiced the hearty goodwill of the Methodists of the district. Mr. J. Sutherland, speaking for the citizens of Inglewood, said that Mr. Bensley was deservedly respected, and his work here very much appreciated by all who knew him. Mr. Fawcett then called upon Mr. Bensley to accept, as a tangible reminder of the high esteem in which he was held by the Methodist Church in Inglewood and his many friends, a handsome gold watch and albert, and assured him that it was the token of the warmth of their feeling towards him. Mr. Bensley, replying, thanked all his friends for their expression of goodwill to himself and of appreciation of the work he had been enabled to do amongst them. He also asked that any who wished to see it might see the gift. Supper was then served by the ladies, and after the completion of the programme supper was handed round by the ladies of the church, and a most enjoyable function concluded.	[452, 61, 593, 450]
venue-name: EVERYBODY'S	[646, 1023, 697, 1032]
